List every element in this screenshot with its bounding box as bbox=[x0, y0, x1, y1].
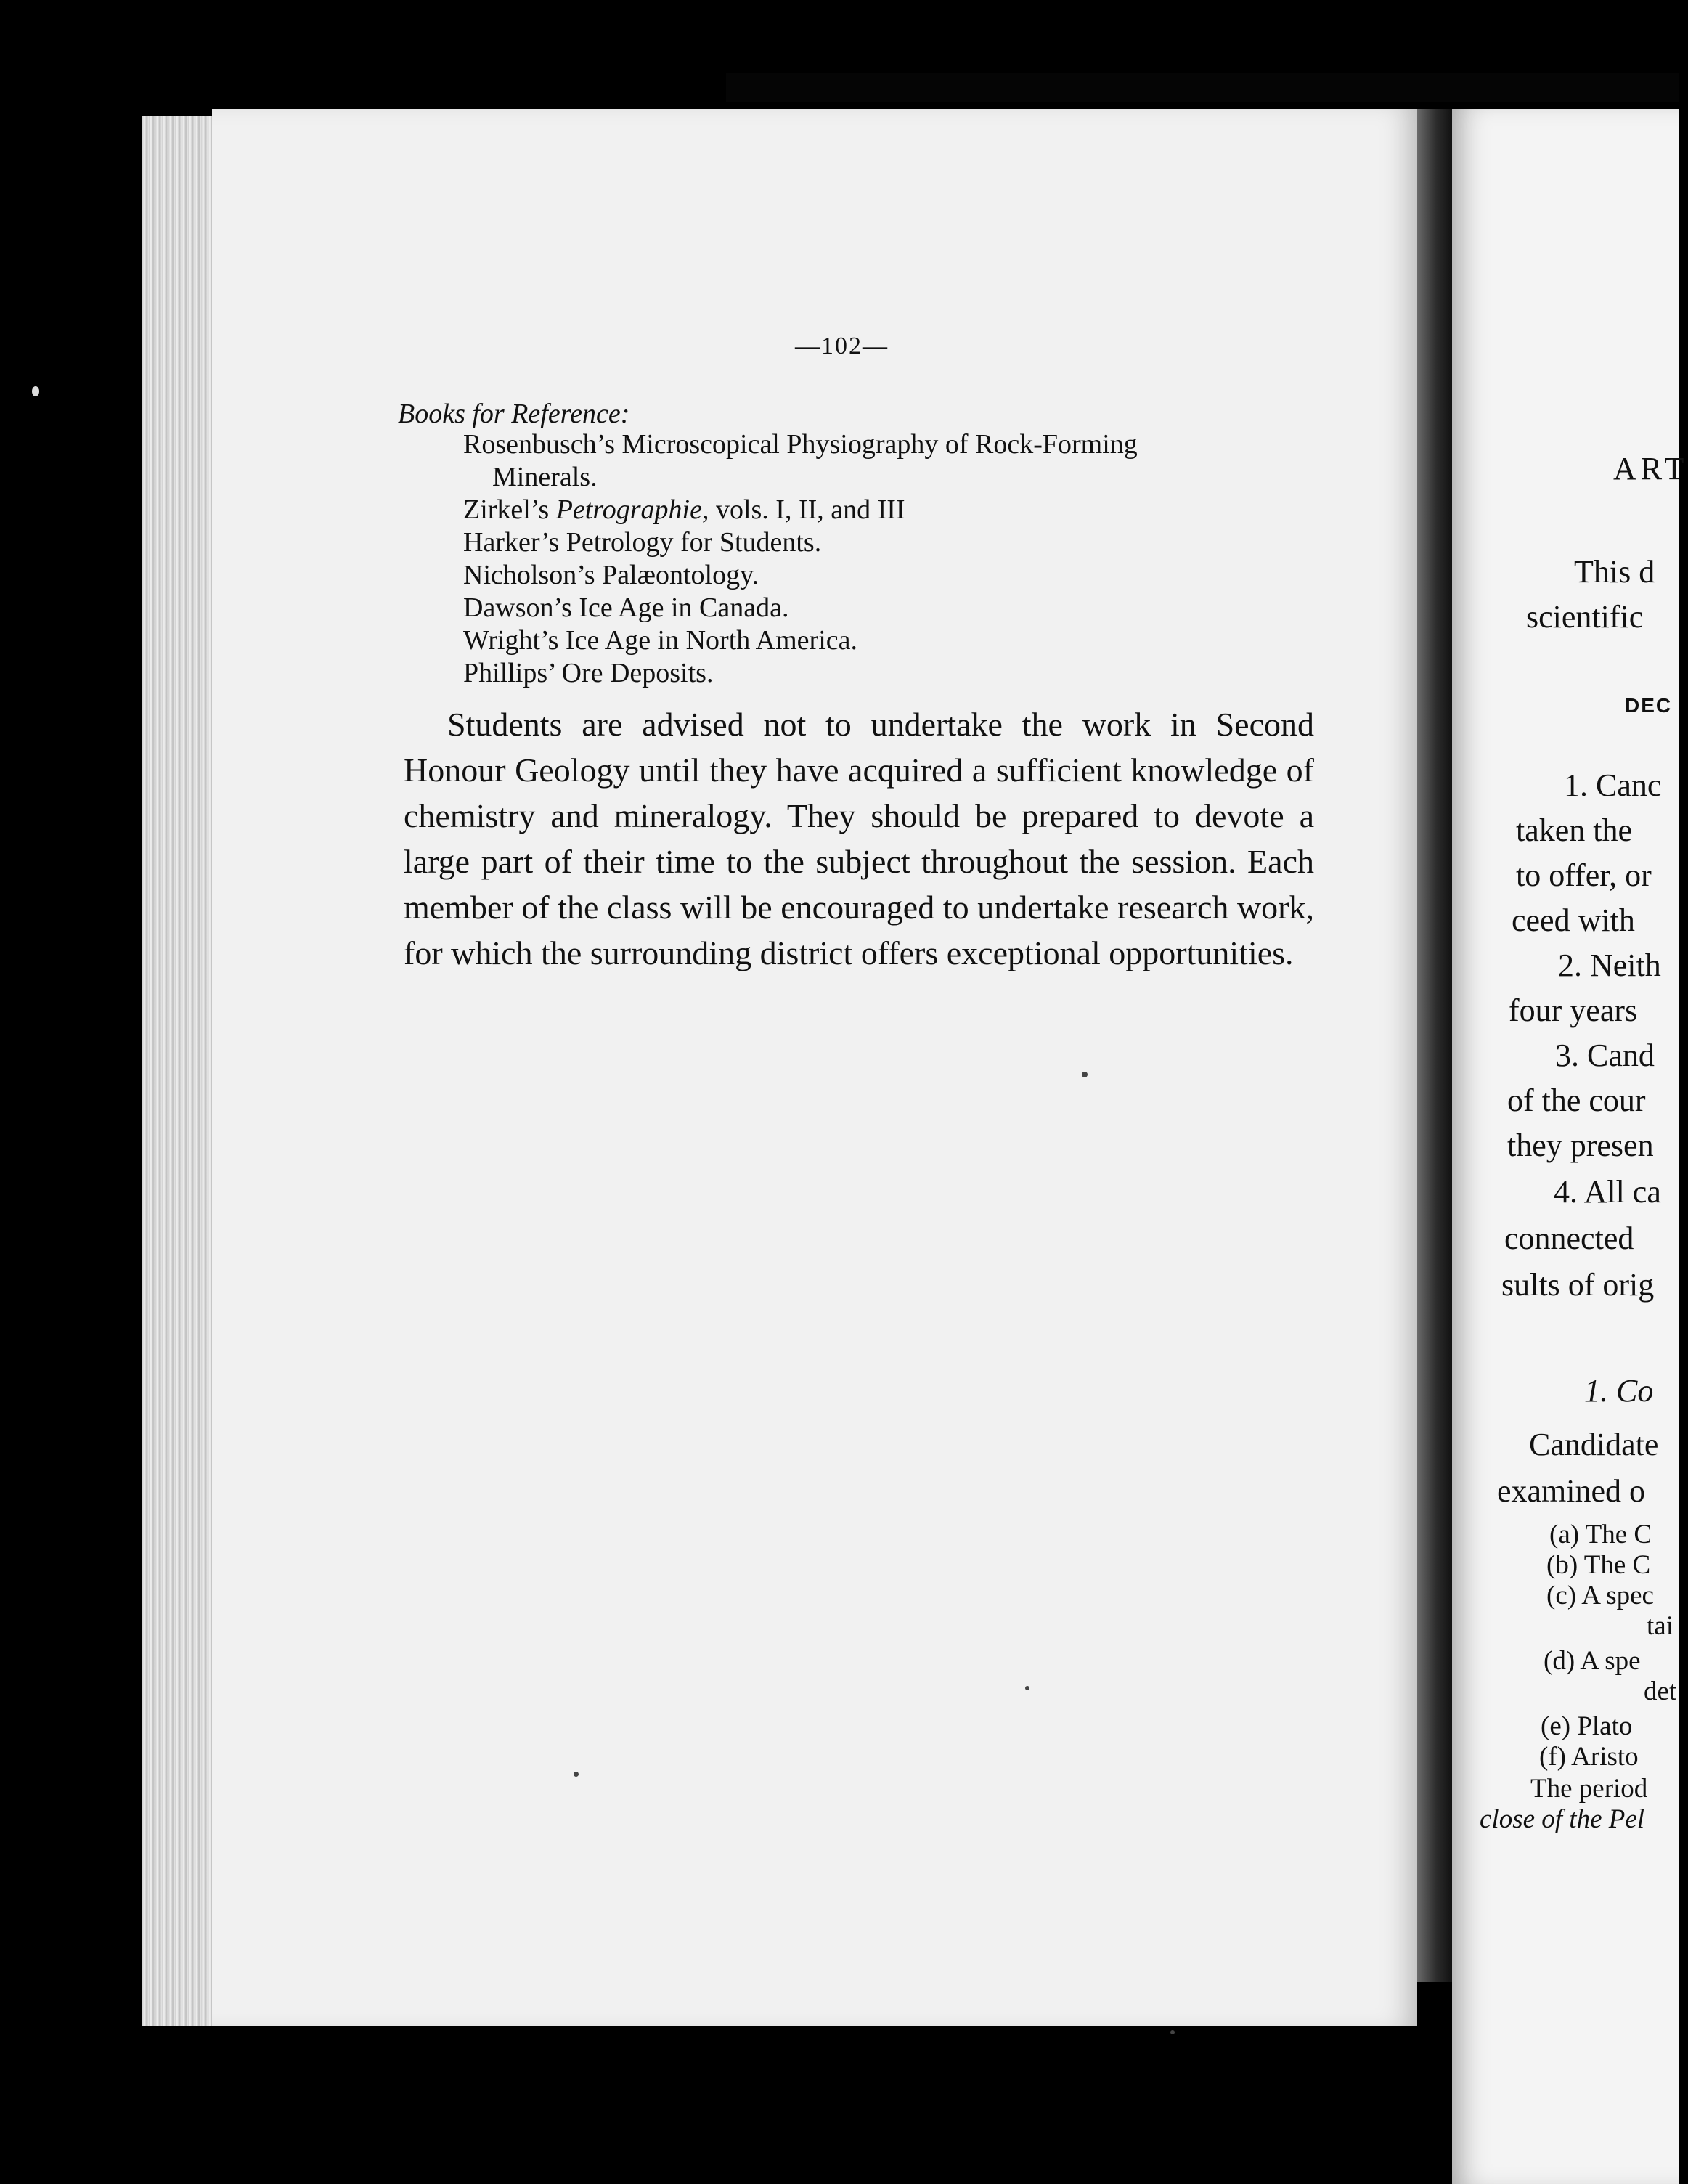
right-page-line: 2. Neith bbox=[1558, 948, 1661, 983]
left-page bbox=[212, 109, 1417, 2026]
right-page-line: 4. All ca bbox=[1554, 1174, 1661, 1210]
right-page-line: to offer, or bbox=[1516, 857, 1652, 893]
right-page-list-item: tai bbox=[1647, 1611, 1673, 1641]
dust-speck bbox=[32, 386, 39, 396]
right-page-line: examined o bbox=[1497, 1473, 1646, 1509]
right-page bbox=[1452, 109, 1688, 2184]
right-page-list-item: (c) A spec bbox=[1546, 1581, 1654, 1610]
body-paragraph: Students are advised not to undertake the work in Second Honour Geology until they have acquired a sufficient knowledge of chemistry and mineralogy. They should be prepared to devote a large part of their time to the subject throughout the session. Each member of the class will be encouraged to undertake research work, for which the surrounding district offers exceptional opportunities. bbox=[404, 706, 1314, 971]
right-page-line: 1. Canc bbox=[1564, 767, 1662, 803]
reference-item: Zirkel’s Petrographie, vols. I, II, and III bbox=[463, 494, 905, 525]
reference-item: Rosenbusch’s Microscopical Physiography of Rock-Forming bbox=[463, 429, 1138, 460]
reference-item-continued: Minerals. bbox=[492, 462, 598, 492]
dust-speck bbox=[574, 1772, 579, 1777]
right-page-list-item: (e) Plato bbox=[1541, 1711, 1633, 1741]
page-number: —102— bbox=[795, 333, 889, 359]
right-page-line: four years bbox=[1509, 993, 1638, 1028]
references-list bbox=[463, 428, 1334, 690]
reference-item: Nicholson’s Palæontology. bbox=[463, 560, 759, 590]
right-page-line: ceed with bbox=[1512, 902, 1635, 938]
right-page-line: taken the bbox=[1516, 812, 1633, 848]
right-page-line: sults of orig bbox=[1501, 1267, 1655, 1303]
right-page-line: 3. Cand bbox=[1555, 1038, 1655, 1073]
right-page-line: they presen bbox=[1507, 1128, 1654, 1163]
right-page-heading: DEC bbox=[1625, 694, 1673, 717]
right-page-line: Candidate bbox=[1529, 1427, 1659, 1462]
dust-speck bbox=[1082, 1072, 1088, 1077]
dust-speck bbox=[1025, 1686, 1029, 1690]
references-heading: Books for Reference: bbox=[398, 399, 630, 429]
right-page-list-item: (f) Aristo bbox=[1539, 1742, 1639, 1772]
scanner-shadow bbox=[726, 73, 1679, 102]
right-page-list-item: (d) A spe bbox=[1544, 1646, 1641, 1676]
right-page-line: This d bbox=[1574, 554, 1655, 590]
right-page-list-item: (b) The C bbox=[1546, 1550, 1651, 1580]
right-page-list-item: (a) The C bbox=[1549, 1520, 1652, 1549]
right-page-line: connected bbox=[1504, 1221, 1634, 1256]
book-gutter bbox=[1417, 109, 1452, 1982]
right-page-line: scientific bbox=[1526, 599, 1644, 635]
reference-item: Harker’s Petrology for Students. bbox=[463, 527, 822, 558]
right-page-list-item: det bbox=[1644, 1676, 1677, 1706]
right-page-subheading: 1. Co bbox=[1584, 1373, 1654, 1409]
right-page-line: The period bbox=[1530, 1774, 1648, 1804]
right-page-title: ART bbox=[1613, 451, 1688, 486]
right-page-line: of the cour bbox=[1507, 1083, 1646, 1118]
reference-item: Phillips’ Ore Deposits. bbox=[463, 658, 714, 688]
reference-item: Wright’s Ice Age in North America. bbox=[463, 625, 857, 656]
dust-speck bbox=[1170, 2030, 1175, 2034]
right-page-line: close of the Pel bbox=[1480, 1804, 1645, 1834]
reference-item: Dawson’s Ice Age in Canada. bbox=[463, 592, 789, 623]
